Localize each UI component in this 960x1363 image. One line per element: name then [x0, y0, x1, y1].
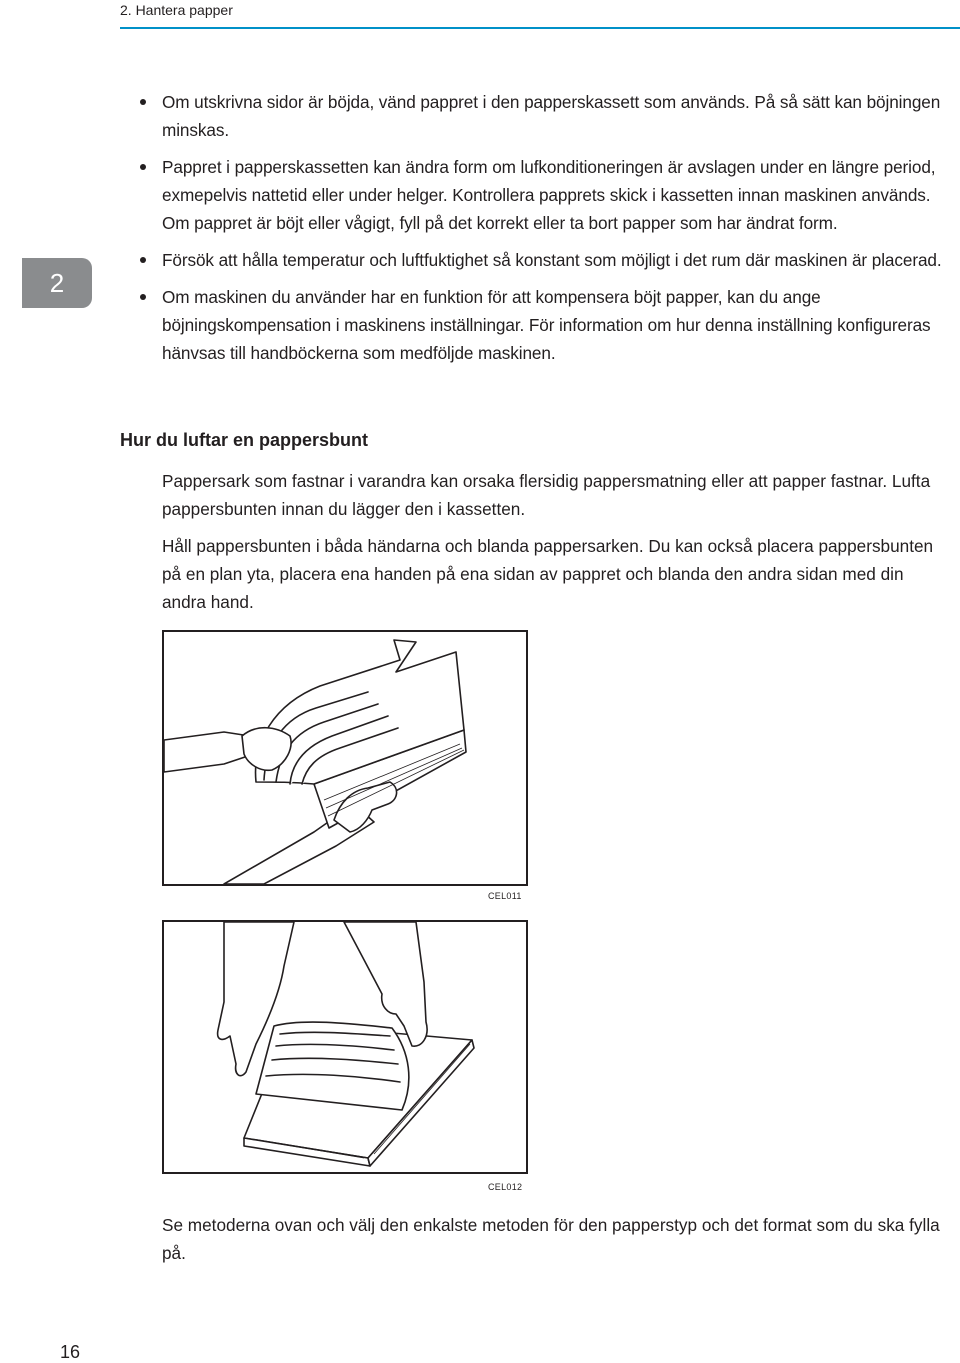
- list-item-text: Försök att hålla temperatur och luftfuktighet så konstant som möjligt i det rum där maskinen är placerad.: [162, 250, 942, 270]
- fan-on-surface-illustration: [164, 922, 526, 1172]
- figure-fan-in-hands: [162, 630, 528, 886]
- bullet-icon: [140, 164, 146, 170]
- list-item: [140, 153, 960, 237]
- list-item-text: Om maskinen du använder har en funktion för att kompensera böjt papper, kan du ange böjningskompensation i maskinens inställningar. För information om hur denna inställning konfigureras hänvsas till handböckerna som medföljde maskinen.: [162, 287, 931, 363]
- list-item-text: Om utskrivna sidor är böjda, vänd pappret i den papperskassett som används. På så sätt kan böjningen minskas.: [162, 92, 941, 140]
- figure-label: CEL012: [488, 1182, 523, 1192]
- paragraph: Håll pappersbunten i båda händarna och blanda pappersarken. Du kan också placera pappersbunten på en plan yta, placera ena handen på ena sidan av pappret och blanda den andra sidan med din andra hand.: [162, 536, 934, 612]
- paragraph: Se metoderna ovan och välj den enkalste metoden för den papperstyp och det format som du ska fylla på.: [162, 1215, 940, 1263]
- bullet-icon: [140, 294, 146, 300]
- bullet-icon: [140, 257, 146, 263]
- tips-list: [140, 88, 960, 376]
- list-item: [140, 88, 960, 144]
- section-heading: Hur du luftar en pappersbunt: [120, 430, 369, 450]
- fan-in-hands-illustration: [164, 632, 526, 884]
- header-divider: [120, 27, 960, 29]
- list-item-text: Pappret i papperskassetten kan ändra form om lufkonditioneringen är avslagen under en längre period, exmepelvis nattetid eller under helger. Kontrollera papprets skick i kassetten innan maskinen används. Om pappret är böjt eller vågigt, fyll på det korrekt eller ta bort papper som har ändrat form.: [162, 157, 936, 233]
- page-number: 16: [60, 1342, 81, 1362]
- chapter-tab: 2: [22, 258, 92, 308]
- paragraph: Pappersark som fastnar i varandra kan orsaka flersidig pappersmatning eller att papper fastnar. Lufta pappersbunten innan du lägger den i kassetten.: [162, 471, 931, 519]
- running-header: 2. Hantera papper: [120, 2, 233, 18]
- bullet-icon: [140, 99, 146, 105]
- list-item: [140, 283, 960, 367]
- figure-label: CEL011: [488, 891, 522, 901]
- figure-fan-on-surface: [162, 920, 528, 1174]
- list-item: [140, 246, 960, 274]
